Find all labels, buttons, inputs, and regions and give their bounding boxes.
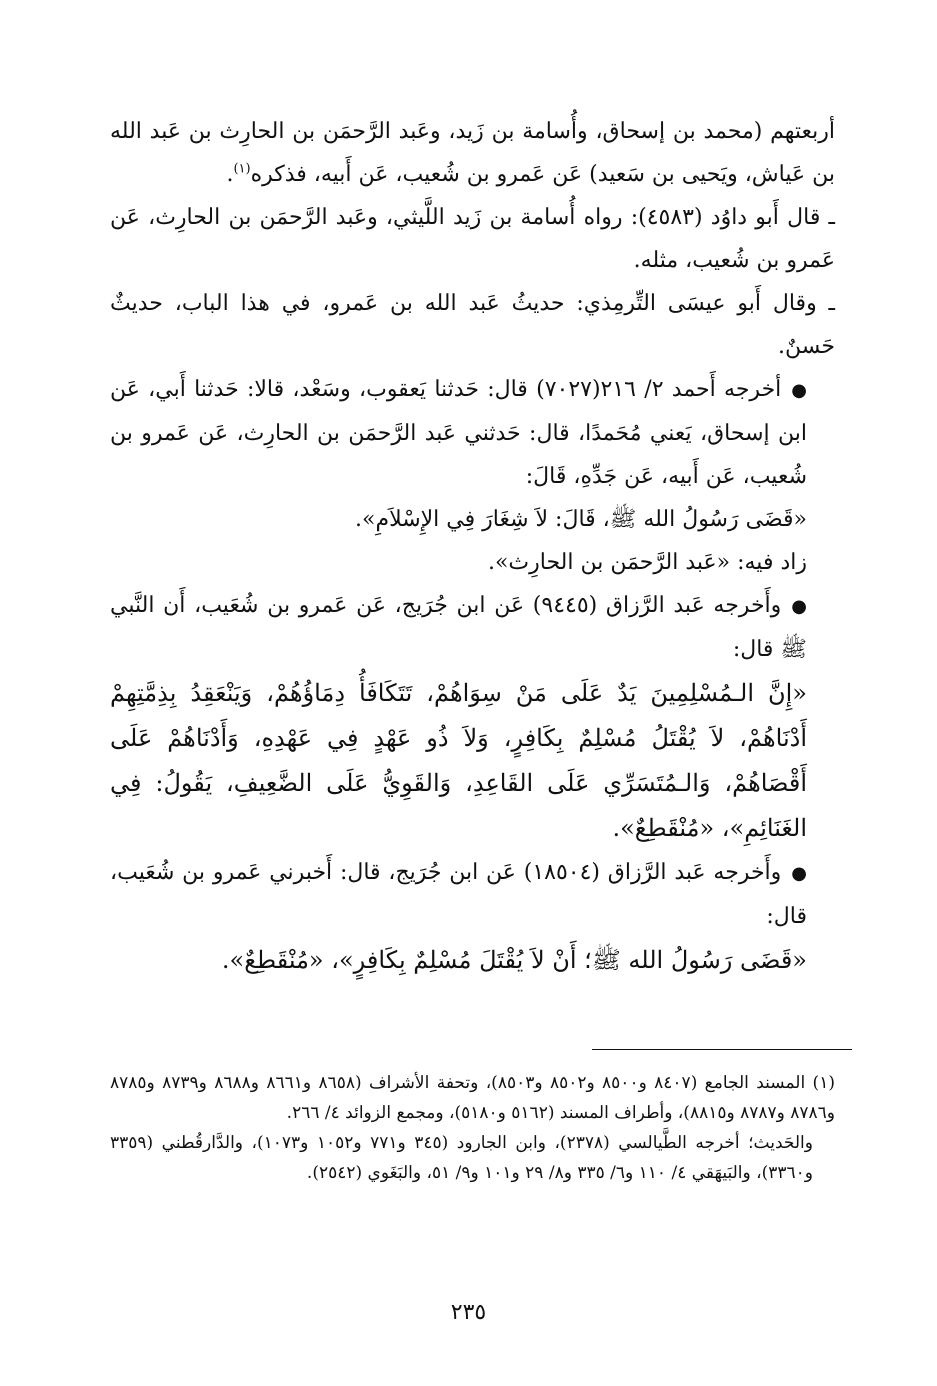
paragraph-abu-dawud: ـ قال أَبو داوُد (٤٥٨٣): رواه أُسامة بن زَيد اللَّيثي، وعَبد الرَّحمَن بن الحارِث، عَن عَمرو بن شُعيب، مثله.: [110, 205, 835, 273]
paragraph-abdurrazzaq-1: [110, 584, 835, 671]
paragraph-abdurrazzaq-1-text: وأَخرجه عَبد الرَّزاق (٩٤٤٥) عَن ابن جُرَيج، عَن عَمرو بن شُعَيب، أَن النَّبي ﷺ قال:: [110, 593, 807, 662]
footnote-divider: [592, 1049, 852, 1050]
footnotes: [110, 1068, 835, 1188]
bullet-icon: ●: [791, 863, 807, 884]
page-number: ٢٣٥: [450, 1300, 487, 1325]
paragraph-ahmad: [110, 368, 835, 498]
paragraph-tirmidhi: ـ وقال أَبو عيسَى التِّرمِذي: حديثُ عَبد الله بن عَمرو، في هذا الباب، حديثٌ حَسنٌ.: [110, 291, 835, 359]
hadith-quote-3: «قَضَى رَسُولُ الله ﷺ؛ أَنْ لاَ يُقْتَلَ مُسْلِمٌ بِكَافِرٍ»، «مُنْقَطِعٌ».: [221, 946, 807, 974]
paragraph-narrators-text: أربعتهم (محمد بن إسحاق، وأُسامة بن زَيد، وعَبد الرَّحمَن بن الحارِث بن عَبد الله بن عَياش، ويَحيى بن سَعيد) عَن عَمرو بن شُعيب، عَن أَبيه، فذكره: [110, 119, 835, 187]
paragraph-abdurrazzaq-2: [110, 851, 835, 938]
hadith-quote-2: «إِنَّ الـمُسْلِمِينَ يَدٌ عَلَى مَنْ سِوَاهُمْ، تَتَكَافَأُ دِمَاؤُهُمْ، وَيَنْعَقِدُ بِذِمَّتِهِمْ أَدْنَاهُمْ، لاَ يُقْتَلُ مُسْلِمٌ بِكَافِرٍ، وَلاَ ذُو عَهْدٍ فِي عَهْدِهِ، وَأَدْنَاهُمْ عَلَى أَقْصَاهُمْ، وَالـمُتَسَرِّي عَلَى القَاعِدِ، وَالقَوِيُّ عَلَى الضَّعِيفِ، يَقُولُ: فِي الغَنَائِمِ»، «مُنْقَطِعٌ».: [110, 679, 807, 842]
bullet-icon: ●: [791, 596, 807, 617]
footnote-ref-1: (١): [233, 161, 251, 177]
paragraph-abdurrazzaq-2-text: وأَخرجه عَبد الرَّزاق (١٨٥٠٤) عَن ابن جُرَيج، قال: أَخبرني عَمرو بن شُعَيب، قال:: [110, 860, 807, 929]
main-text: [110, 110, 835, 983]
paragraph-addition: زاد فيه: «عَبد الرَّحمَن بن الحارِث».: [487, 550, 807, 575]
paragraph-narrators: [110, 110, 835, 196]
hadith-quote-1: «قَضَى رَسُولُ الله ﷺ، قَالَ: لاَ شِغَارَ فِي الإِسْلاَمِ».: [355, 507, 807, 532]
paragraph-narrators-end: .: [226, 162, 234, 187]
paragraph-ahmad-text: أخرجه أَحمد ٢/ ٢١٦(٧٠٢٧) قال: حَدثنا يَعقوب، وسَعْد، قالا: حَدثنا أَبي، عَن ابن إسحاق، يَعني مُحَمدًا، قال: حَدثني عَبد الرَّحمَن بن الحارِث، عَن عَمرو بن شُعيب، عَن أَبيه، عَن جَدِّهِ، قَالَ:: [110, 377, 807, 489]
bullet-icon: ●: [791, 380, 807, 401]
footnote-1-continued: والحَديث؛ أخرجه الطَّيالسي (٢٣٧٨)، وابن الجارود (٣٤٥ و٧٧١ و١٠٥٢ و١٠٧٣)، والدَّارقُطني (٣٣٥٩ و٣٣٦٠)، والبَيهَقي ٤/ ١١٠ و٦/ ٣٣٥ و٨/ ٢٩ و١٠١ و٩/ ٥١، والبَغَوي (٢٥٤٢).: [110, 1133, 813, 1183]
footnote-1: (١) المسند الجامع (٨٤٠٧ و٨٥٠٠ و٨٥٠٢ و٨٥٠٣)، وتحفة الأشراف (٨٦٥٨ و٨٦٦١ و٨٦٨٨ و٨٧٣٩ و٨٧٨٥ و٨٧٨٦ و٨٧٨٧ و٨٨١٥)، وأطراف المسند (٥١٦٢ و٥١٨٠)، ومجمع الزوائد ٤/ ٢٦٦.: [110, 1073, 835, 1123]
